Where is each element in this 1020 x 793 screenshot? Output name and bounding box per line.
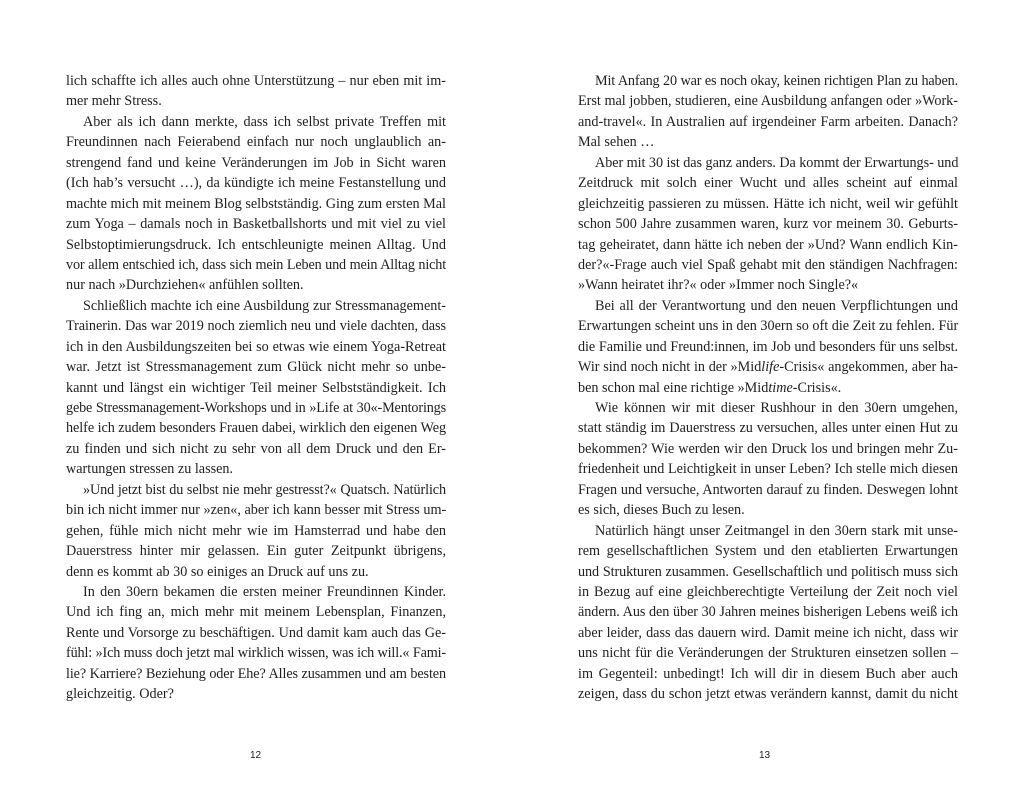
page-number-left: 12 (250, 750, 262, 761)
text-line: Aber mit 30 ist das ganz anders. Da kommt der Erwartungs- und (595, 154, 959, 171)
text-line: nur nach »Durchziehen« anfühlen sollten. (66, 277, 304, 294)
text-line: Trainerin. Das war 2019 noch ziemlich neu und viele dachten, dass (66, 318, 446, 335)
text-line: fühl: »Ich muss doch jetzt mal wirklich wissen, was ich will.« Fami- (66, 645, 446, 662)
text-line: helfe ich zudem besonders Frauen dabei, wirklich den eigenen Weg (66, 420, 446, 437)
text-line: es sich, dieses Buch zu lesen. (578, 502, 745, 519)
left-page-text (66, 71, 446, 705)
text-line: Freundinnen nach Feierabend einfach nur noch unglaublich an- (66, 134, 446, 151)
text-line: Mal sehen … (578, 134, 655, 151)
text-line: (Ich hab’s versucht …), da kündigte ich meine Festanstellung und (66, 175, 446, 192)
text-line: Aber als ich dann merkte, dass ich selbst private Treffen mit (83, 113, 446, 130)
right-page (510, 0, 1020, 793)
text-line: In den 30ern bekamen die ersten meiner Freundinnen Kinder. (83, 583, 446, 600)
text-line: wartungen stressen zu lassen. (66, 461, 234, 478)
text-line: friedenheit und Leichtigkeit in unser Leben? Ich stelle mich diesen (578, 461, 958, 478)
text-line: Erwartungen scheint uns in den 30ern so oft die Zeit zu fehlen. Für (578, 318, 959, 335)
right-page-text (578, 71, 958, 705)
text-line: and-travel«. In Australien auf irgendeiner Farm arbeiten. Danach? (578, 113, 958, 130)
text-line: lie? Karriere? Beziehung oder Ehe? Alles zusammen und am besten (66, 665, 446, 682)
text-line: aber leider, dass das dauern wird. Damit meine ich nicht, dass wir (578, 624, 958, 641)
text-line: Wie können wir mit dieser Rushhour in den 30ern umgehen, (595, 400, 958, 416)
text-line: denn es kommt ab 30 so einiges an Druck auf uns zu. (66, 563, 369, 580)
text-line: war. Jetzt ist Stressmanagement zum Glück nicht mehr so unbe- (66, 359, 446, 376)
text-line: kannt und längst ein wichtiger Teil meiner Selbstständigkeit. Ich (66, 379, 446, 396)
text-line: Dauerstress hinter mir gelassen. Ein guter Zeitpunkt übrigens, (66, 543, 446, 560)
text-line: Und ich fing an, mich mehr mit meinem Lebensplan, Finanzen, (66, 604, 446, 621)
text-line: rem gesellschaftlichen System und den etablierten Erwartungen (578, 543, 958, 560)
page-number-right: 13 (759, 750, 771, 761)
text-line: Zeitdruck mit solch einer Wucht und alles scheint auf einmal (578, 175, 958, 192)
text-line: Erst mal jobben, studieren, eine Ausbildung anfangen oder »Work- (578, 93, 958, 110)
text-line: bekommen? Wie werden wir den Druck los und bringen mehr Zu- (578, 440, 958, 457)
text-line: Mit Anfang 20 war es noch okay, keinen richtigen Plan zu haben. (595, 73, 958, 89)
text-line: strengend fand und keine Veränderungen im Job in Sicht waren (66, 154, 446, 171)
text-line: zum Yoga – damals noch in Basketballshorts und mit viel zu viel (66, 216, 446, 233)
text-line: die Familie und Freund:innen, im Job und besonders für uns selbst. (578, 338, 958, 355)
text-line: schon 500 Jahre zusammen waren, kurz vor meinem 30. Geburts- (578, 216, 958, 233)
text-line: im Gegenteil: unbedingt! Ich will dir in diesem Buch aber auch (578, 665, 958, 682)
text-line: mer mehr Stress. (66, 93, 162, 110)
text-line: zeigen, dass du schon jetzt etwas verändern kannst, damit du nicht (578, 686, 958, 703)
text-line: ändern. Aus den über 30 Jahren meines bisherigen Lebens weiß ich (578, 604, 958, 621)
text-line: in Bezug auf eine gleichberechtigte Verteilung der Zeit noch viel (578, 583, 958, 600)
text-line: der?«-Frage auch viel Spaß gehabt mit den ständigen Nachfragen: (578, 256, 958, 273)
text-line: »Und jetzt bist du selbst nie mehr gestresst?« Quatsch. Natürlich (83, 481, 446, 498)
text-line: »Wann heiratet ihr?« oder »Immer noch Single?« (578, 277, 859, 294)
text-line: Rente und Vorsorge zu beschäftigen. Und damit kam auch das Ge- (66, 624, 446, 641)
text-line: tag geheiratet, dann hätte ich neben der »Und? Wann endlich Kin- (578, 236, 958, 253)
text-line: uns nicht für die Veränderungen der Strukturen einsetzen sollen – (578, 645, 958, 662)
text-line: Wir sind noch nicht in der »Midlife-Crisis« angekommen, aber ha- (578, 359, 959, 376)
text-line: zu finden und sich nicht zu sehr von all dem Druck und den Er- (66, 440, 446, 457)
text-line: Bei all der Verantwortung und den neuen Verpflichtungen und (595, 297, 958, 314)
text-line: gehen, fühle mich nicht mehr wie im Hamsterrad und habe den (66, 522, 446, 539)
text-line: gebe Stressmanagement-Workshops und in »Life at 30«-Mentorings (66, 400, 446, 416)
text-line: Selbstoptimierungsdruck. Ich entschleunigte meinen Alltag. Und (66, 236, 446, 253)
text-line: gleichzeitig passieren zu müssen. Hätte ich nicht, weil wir gefühlt (578, 195, 958, 212)
text-line: lich schaffte ich alles auch ohne Unterstützung – nur eben mit im- (66, 73, 446, 89)
text-line: bin ich nicht immer nur »zen«, aber ich kann besser mit Stress um- (66, 502, 447, 519)
text-line: ben schon mal eine richtige »Midtime-Crisis«. (578, 379, 842, 396)
text-line: vor allem entschied ich, dass sich mein Leben und mein Alltag nicht (66, 256, 446, 273)
text-line: gleichzeitig. Oder? (66, 686, 174, 703)
text-line: Natürlich hängt unser Zeitmangel in den 30ern stark mit unse- (595, 522, 958, 539)
text-line: machte mich mit meinem Blog selbstständig. Ging zum ersten Mal (66, 195, 446, 212)
text-line: ich in den Ausbildungszeiten bei so etwas wie einem Yoga-Retreat (66, 338, 446, 355)
text-line: statt ständig im Dauerstress zu versuchen, alles unter einen Hut zu (578, 420, 958, 437)
text-line: und Strukturen zusammen. Gesellschaftlich und politisch muss sich (578, 563, 958, 580)
text-line: Schließlich machte ich eine Ausbildung zur Stressmanagement- (83, 297, 446, 314)
text-line: Fragen und versuche, Antworten darauf zu finden. Deswegen lohnt (578, 481, 958, 498)
